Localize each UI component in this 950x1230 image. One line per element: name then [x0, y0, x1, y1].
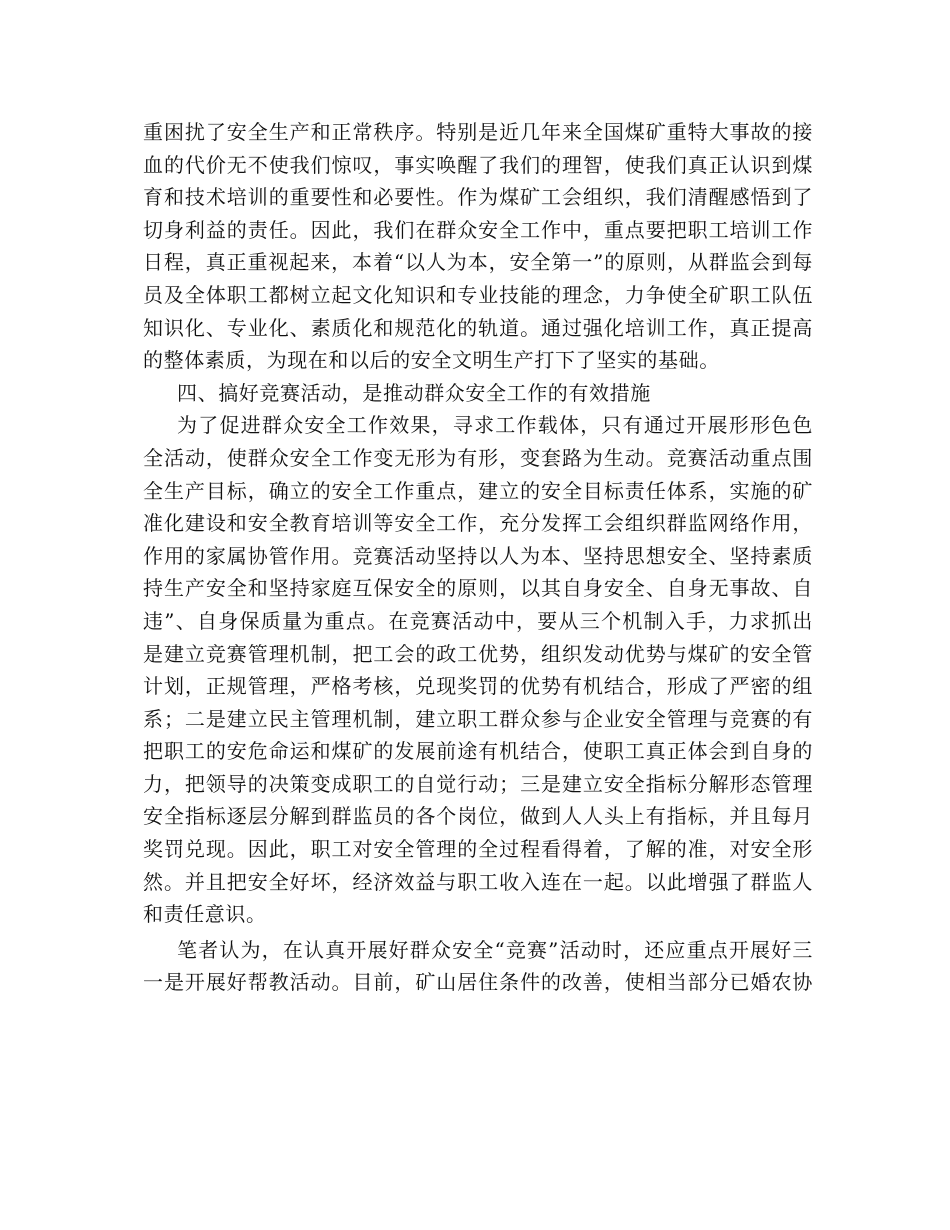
text-line: 重困扰了安全生产和正常秩序。特别是近几年来全国煤矿重特大事故的接 — [143, 120, 813, 144]
text-line: 和责任意识。 — [143, 902, 267, 927]
text-line: 的整体素质，为现在和以后的安全文明生产打下了坚实的基础。 — [143, 348, 720, 373]
text-line: 安全指标逐层分解到群监员的各个岗位，做到人人头上有指标，并且每月 — [143, 804, 813, 829]
text-line: 日程，真正重视起来，本着“以人为本，安全第一”的原则，从群监会到每 — [143, 250, 813, 275]
text-line: 奖罚兑现。因此，职工对安全管理的全过程看得着，了解的准，对安全形 — [143, 837, 813, 862]
text-line: 力，把领导的决策变成职工的自觉行动；三是建立安全指标分解形态管理 — [143, 771, 813, 796]
text-line: 准化建设和安全教育培训等安全工作，充分发挥工会组织群监网络作用， — [143, 511, 813, 536]
text-line: 全生产目标，确立的安全工作重点，建立的安全目标责任体系，实施的矿 — [143, 478, 813, 503]
text-line: 一是开展好帮教活动。目前，矿山居住条件的改善，使相当部分已婚农协 — [143, 970, 813, 995]
text-line: 把职工的安危命运和煤矿的发展前途有机结合，使职工真正体会到自身的 — [143, 739, 813, 764]
text-line: 知识化、专业化、素质化和规范化的轨道。通过强化培训工作，真正提高 — [143, 315, 813, 340]
text-line: 系；二是建立民主管理机制，建立职工群众参与企业安全管理与竞赛的有 — [143, 706, 813, 731]
text-line: 持生产安全和坚持家庭互保安全的原则，以其自身安全、自身无事故、自 — [143, 576, 813, 601]
text-line: 育和技术培训的重要性和必要性。作为煤矿工会组织，我们清醒感悟到了 — [143, 185, 813, 210]
text-line: 员及全体职工都树立起文化知识和专业技能的理念，力争使全矿职工队伍 — [143, 282, 813, 307]
body-text — [143, 116, 813, 999]
paragraph-first-line: 为了促进群众安全工作效果，寻求工作载体，只有通过开展形形色色 — [177, 413, 813, 438]
text-line: 违”、自身保质量为重点。在竞赛活动中，要从三个机制入手，力求抓出 — [143, 608, 813, 633]
text-line: 作用的家属协管作用。竞赛活动坚持以人为本、坚持思想安全、坚持素质 — [143, 543, 813, 568]
text-line: 血的代价无不使我们惊叹，事实唤醒了我们的理智，使我们真正认识到煤 — [143, 152, 813, 177]
text-line: 全活动，使群众安全工作变无形为有形，变套路为生动。竞赛活动重点围 — [143, 445, 813, 470]
text-line: 然。并且把安全好坏，经济效益与职工收入连在一起。以此增强了群监人 — [143, 869, 813, 894]
text-line: 是建立竞赛管理机制，把工会的政工优势，组织发动优势与煤矿的安全管 — [143, 641, 813, 666]
text-line: 计划，正规管理，严格考核，兑现奖罚的优势有机结合，形成了严密的组 — [143, 674, 813, 699]
paragraph-first-line: 笔者认为，在认真开展好群众安全“竞赛”活动时，还应重点开展好三 — [177, 937, 813, 962]
paragraph-first-line: 四、搞好竞赛活动，是推动群众安全工作的有效措施 — [177, 380, 651, 405]
text-line: 切身利益的责任。因此，我们在群众安全工作中，重点要把职工培训工作 — [143, 217, 813, 242]
